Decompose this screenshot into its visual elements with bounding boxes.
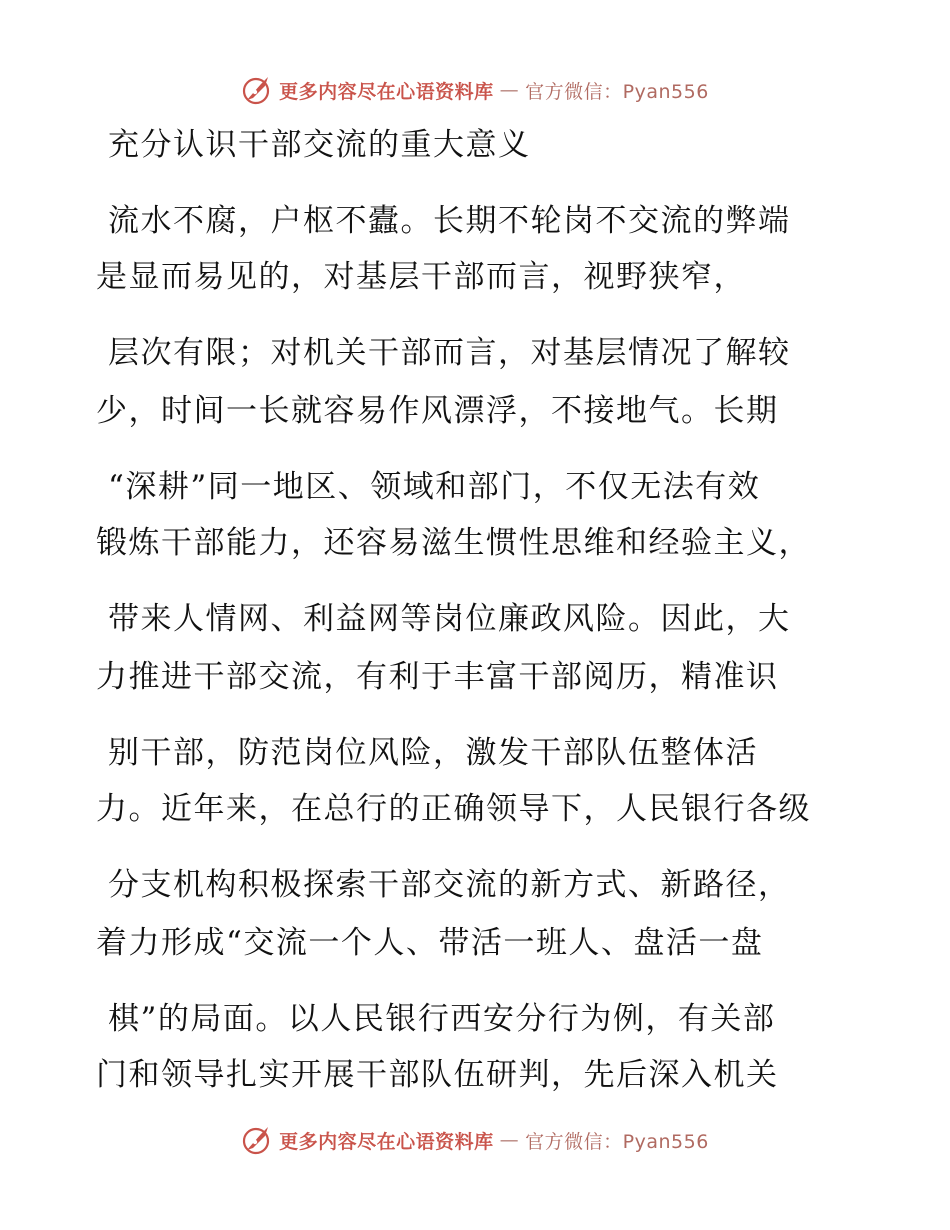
quill-pen-logo-icon xyxy=(241,1124,273,1156)
banner-wechat-text: 官方微信：Pyan556 xyxy=(525,80,709,103)
banner-lead-text: 更多内容尽在心语资料库 xyxy=(279,80,494,103)
text-line: 力推进干部交流，有利于丰富干部阅历，精准识 xyxy=(96,659,779,695)
text-line: 是显而易见的，对基层干部而言，视野狭窄， xyxy=(96,259,746,295)
header-banner xyxy=(0,70,950,110)
text-line: 锻炼干部能力，还容易滋生惯性思维和经验主义， xyxy=(96,525,811,561)
text-line: 棋”的局面。以人民银行西安分行为例，有关部 xyxy=(108,1001,776,1037)
document-body xyxy=(0,125,950,1115)
document-title: 充分认识干部交流的重大意义 xyxy=(108,127,531,163)
text-line: 分支机构积极探索干部交流的新方式、新路径， xyxy=(108,867,791,903)
text-line: “深耕”同一地区、领域和部门，不仅无法有效 xyxy=(108,469,761,505)
footer-banner xyxy=(0,1120,950,1160)
text-line: 少，时间一长就容易作风漂浮，不接地气。长期 xyxy=(96,393,779,429)
text-line: 着力形成“交流一个人、带活一班人、盘活一盘 xyxy=(96,925,764,961)
banner-wechat-text: 官方微信：Pyan556 xyxy=(525,1130,709,1153)
banner-lead-text: 更多内容尽在心语资料库 xyxy=(279,1130,494,1153)
text-line: 别干部，防范岗位风险，激发干部队伍整体活 xyxy=(108,735,758,771)
text-line: 力。近年来，在总行的正确领导下，人民银行各级 xyxy=(96,791,811,827)
text-line: 层次有限；对机关干部而言，对基层情况了解较 xyxy=(108,335,791,371)
banner-separator: — xyxy=(499,1129,520,1151)
banner-separator: — xyxy=(499,79,520,101)
text-line: 流水不腐，户枢不蠹。长期不轮岗不交流的弊端 xyxy=(108,203,791,239)
text-line: 门和领导扎实开展干部队伍研判，先后深入机关 xyxy=(96,1057,779,1093)
text-line: 带来人情网、利益网等岗位廉政风险。因此，大 xyxy=(108,601,791,637)
quill-pen-logo-icon xyxy=(241,74,273,106)
